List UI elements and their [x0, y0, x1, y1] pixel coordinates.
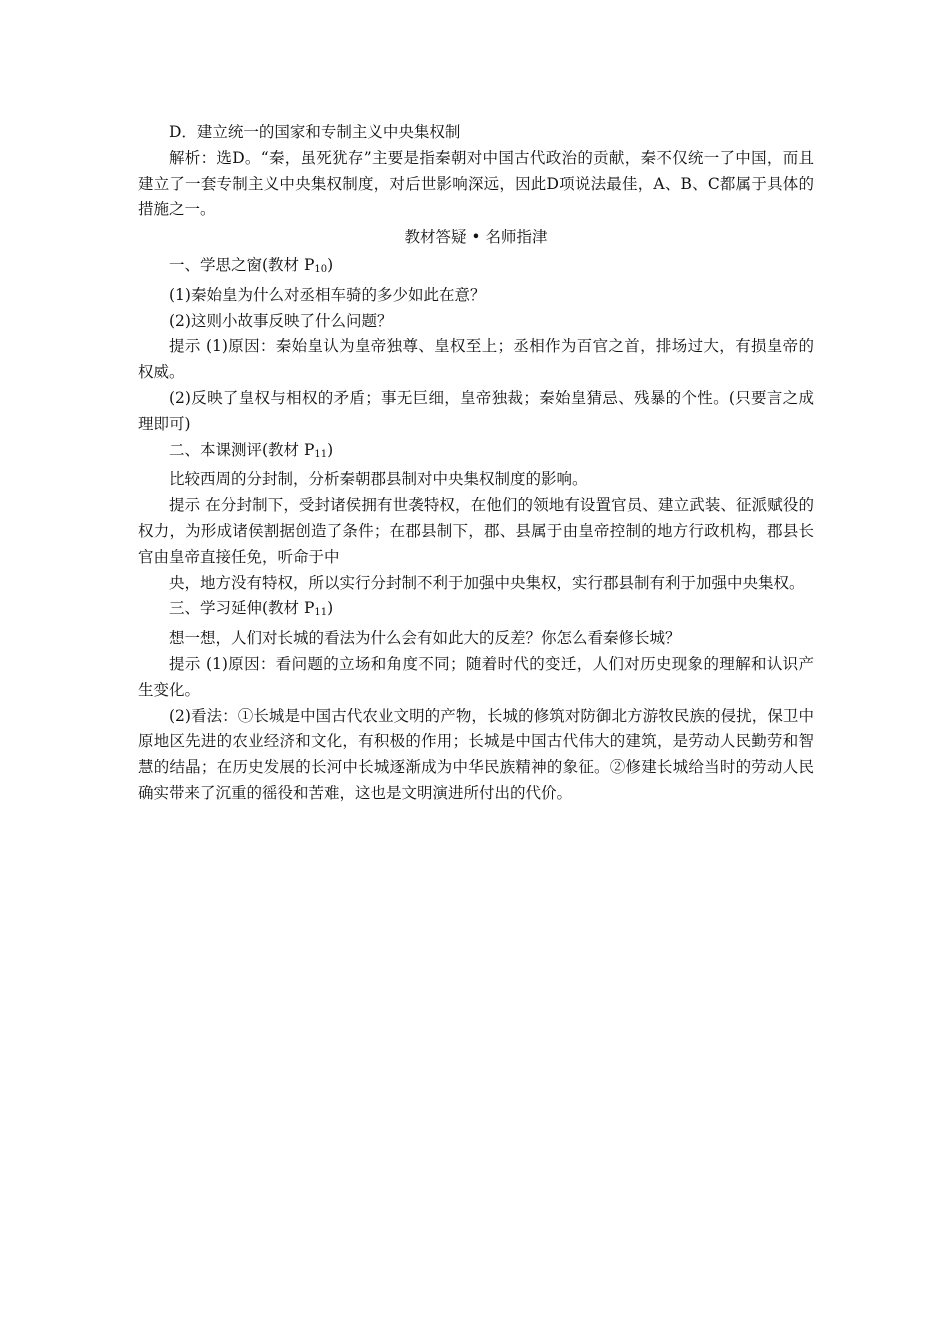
part3-question-1: 想一想，人们对长城的看法为什么会有如此大的反差？你怎么看秦修长城？ [169, 629, 681, 648]
document-body [138, 120, 814, 807]
part1-question-1: (1)秦始皇为什么对丞相车骑的多少如此在意？ [169, 285, 486, 304]
part2-question-1: 比较西周的分封制，分析秦朝郡县制对中央集权制度的影响。 [169, 470, 588, 489]
part3-answer-1: 提示 (1)原因：看问题的立场和角度不同；随着时代的变迁，人们对历史现象的理解和认识产生变化。 [138, 654, 814, 699]
part1-heading: 一、学思之窗(教材 $P_{10}$) [169, 255, 334, 275]
part2-answer-1: 提示 在分封制下，受封诸侯拥有世袭特权，在他们的领地有设置官员、建立武装、征派赋役的权力，为形成诸侯割据创造了条件；在郡县制下，郡、县属于由皇帝控制的地方行政机构，郡县长官由皇帝直接任免，听命于中 [138, 496, 814, 566]
part1-question-2: (2)这则小故事反映了什么问题？ [169, 311, 393, 330]
section-title: 教材答疑 • 名师指津 [404, 228, 548, 247]
part1-answer-1: 提示 (1)原因：秦始皇认为皇帝独尊、皇权至上；丞相作为百官之首，排场过大，有损皇帝的权威。 [138, 337, 814, 382]
part2-heading: 二、本课测评(教材 $P_{11}$) [169, 440, 334, 460]
part3-answer-2: (2)看法：①长城是中国古代农业文明的产物，长城的修筑对防御北方游牧民族的侵扰，保卫中原地区先进的农业经济和文化，有积极的作用；长城是中国古代伟大的建筑，是劳动人民勤劳和智慧的结晶；在历史发展的长河中长城逐渐成为中华民族精神的象征。②修建长城给当时的劳动人民确实带来了沉重的徭役和苦难，这也是文明演进所付出的代价。 [138, 706, 814, 802]
part3-heading: 三、学习延伸(教材 $P_{11}$) [169, 599, 334, 619]
part1-answer-2: (2)反映了皇权与相权的矛盾；事无巨细，皇帝独裁；秦始皇猜忌、残暴的个性。(只要言之成理即可) [138, 388, 814, 433]
part2-answer-2: 央，地方没有特权，所以实行分封制不利于加强中央集权，实行郡县制有利于加强中央集权。 [169, 573, 805, 592]
analysis-paragraph: 解析：选D。“秦，虽死犹存”主要是指秦朝对中国古代政治的贡献，秦不仅统一了中国，而且建立了一套专制主义中央集权制度，对后世影响深远，因此D项说法最佳，A、B、C都属于具体的措施之一。 [138, 148, 814, 219]
option-d: D．建立统一的国家和专制主义中央集权制 [169, 123, 461, 141]
